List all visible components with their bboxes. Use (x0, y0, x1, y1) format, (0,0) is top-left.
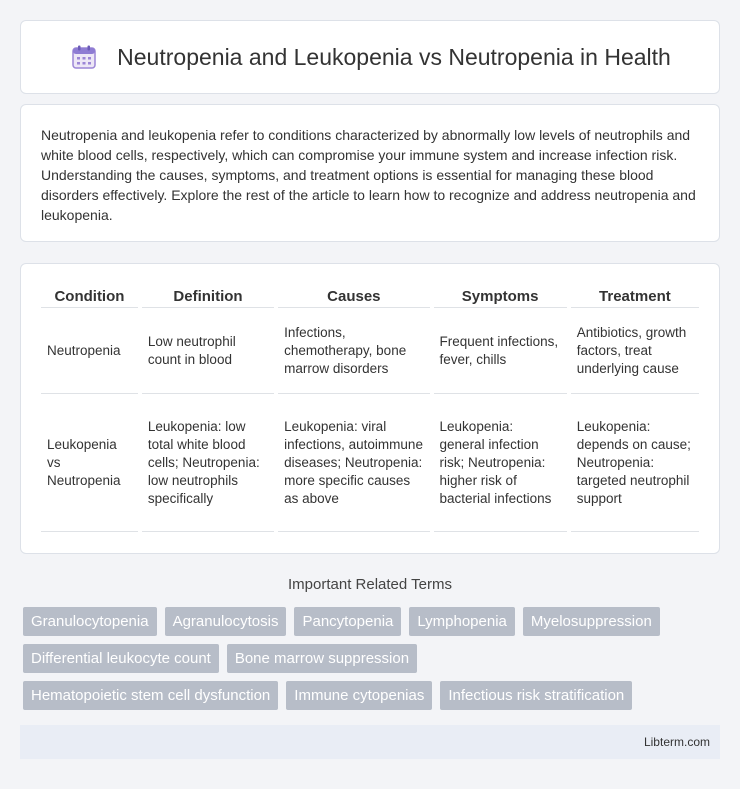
tag-differential-leukocyte-count[interactable]: Differential leukocyte count (23, 644, 219, 673)
tag-agranulocytosis[interactable]: Agranulocytosis (165, 607, 287, 636)
cell-treatment: Antibiotics, growth factors, treat underlying cause (571, 308, 699, 394)
header-card (20, 20, 720, 94)
cell-causes: Infections, chemotherapy, bone marrow disorders (278, 308, 429, 394)
tag-bone-marrow-suppression[interactable]: Bone marrow suppression (227, 644, 417, 673)
tag-row (23, 644, 723, 673)
table-header-row (41, 284, 699, 308)
tag-row (23, 607, 723, 636)
cell-definition: Leukopenia: low total white blood cells; Neutropenia: low neutrophils specifically (142, 394, 274, 532)
calendar-icon (69, 42, 99, 72)
intro-card (20, 104, 720, 242)
cell-condition: Neutropenia (41, 308, 138, 394)
tag-hematopoietic-stem-cell-dysfunction[interactable]: Hematopoietic stem cell dysfunction (23, 681, 278, 710)
footer (20, 725, 720, 759)
table-row (41, 308, 699, 394)
tag-lymphopenia[interactable]: Lymphopenia (409, 607, 515, 636)
table-card (20, 263, 720, 554)
page-title: Neutropenia and Leukopenia vs Neutropenia in Health (117, 43, 671, 70)
footer-link[interactable]: Libterm.com (643, 735, 710, 749)
header-condition: Condition (41, 284, 138, 308)
comparison-table (37, 284, 703, 532)
cell-definition: Low neutrophil count in blood (142, 308, 274, 394)
cell-causes: Leukopenia: viral infections, autoimmune diseases; Neutropenia: more specific causes as above (278, 394, 429, 532)
tag-pancytopenia[interactable]: Pancytopenia (294, 607, 401, 636)
tag-infectious-risk-stratification[interactable]: Infectious risk stratification (440, 681, 632, 710)
related-terms (23, 607, 723, 718)
cell-treatment: Leukopenia: depends on cause; Neutropenia: targeted neutrophil support (571, 394, 699, 532)
intro-text: Neutropenia and leukopenia refer to conditions characterized by abnormally low levels of neutrophils and white blood cells, respectively, which can compromise your immune system and increase infection risk. Understanding the causes, symptoms, and treatment options is essential for managing these blood disorders effectively. Explore the rest of the article to learn how to recognize and address neutropenia and leukopenia. (41, 127, 696, 223)
tag-row (23, 681, 723, 710)
cell-symptoms: Frequent infections, fever, chills (434, 308, 567, 394)
tag-granulocytopenia[interactable]: Granulocytopenia (23, 607, 157, 636)
header-definition: Definition (142, 284, 274, 308)
tag-immune-cytopenias[interactable]: Immune cytopenias (286, 681, 432, 710)
cell-condition: Leukopenia vs Neutropenia (41, 394, 138, 532)
header-symptoms: Symptoms (434, 284, 567, 308)
table-row (41, 394, 699, 532)
tag-myelosuppression[interactable]: Myelosuppression (523, 607, 660, 636)
related-terms-title: Important Related Terms (288, 576, 452, 593)
header-treatment: Treatment (571, 284, 699, 308)
header-causes: Causes (278, 284, 429, 308)
cell-symptoms: Leukopenia: general infection risk; Neutropenia: higher risk of bacterial infections (434, 394, 567, 532)
